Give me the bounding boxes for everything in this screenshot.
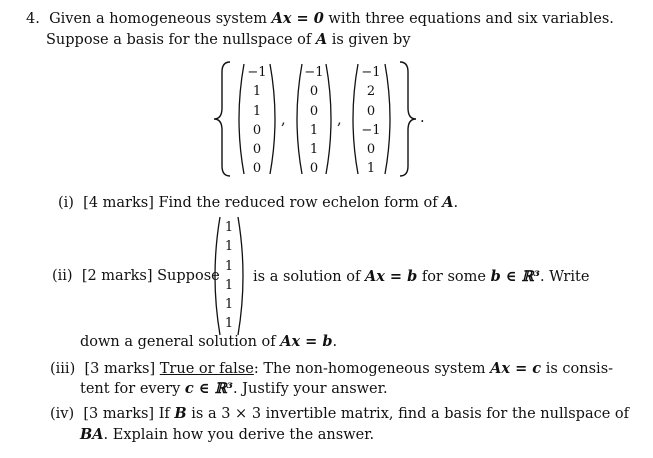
part-ii-text-c: . Write bbox=[539, 269, 590, 285]
intro-line2a: Suppose a basis for the nullspace of bbox=[46, 32, 312, 48]
part-ii-label: (ii) bbox=[52, 268, 73, 284]
part-ii-line2-eq: Ax = b bbox=[280, 333, 333, 350]
vec3-entry: 2 bbox=[366, 84, 376, 100]
vec1-entry: 0 bbox=[252, 122, 262, 138]
question-number: 4. bbox=[26, 11, 40, 27]
vec2-entry: −1 bbox=[304, 65, 324, 80]
vec1-entry: −1 bbox=[247, 65, 267, 80]
part-iv-matrix-b: B bbox=[174, 405, 187, 422]
vec3-entry: 1 bbox=[366, 161, 376, 177]
part-i bbox=[58, 194, 458, 211]
equation-ax-0: Ax = 0 bbox=[271, 10, 324, 27]
part-iv-line2-text: . Explain how you derive the answer. bbox=[103, 427, 375, 443]
basis-vector-2 bbox=[301, 63, 327, 179]
intro-text-2: with three equations and six variables. bbox=[328, 11, 614, 27]
part-iv-text-a: If bbox=[158, 406, 170, 422]
basis-vector-3 bbox=[357, 63, 385, 179]
vec3-right-paren bbox=[385, 64, 390, 174]
part-ii-line2-end: . bbox=[332, 334, 338, 350]
vec2-entry: 0 bbox=[309, 161, 319, 177]
part-i-marks: [4 marks] bbox=[83, 195, 154, 211]
part-ii-text-b: for some bbox=[421, 269, 486, 285]
solution-vector bbox=[220, 218, 238, 334]
vec1-right-paren bbox=[270, 64, 275, 174]
part-iii-label: (iii) bbox=[50, 361, 76, 377]
part-i-matrix: A bbox=[442, 194, 454, 211]
vec1-entry: 1 bbox=[252, 84, 262, 100]
vec2-entry: 0 bbox=[309, 103, 319, 119]
solvec-entry: 1 bbox=[224, 277, 234, 293]
part-ii-line2a: down a general solution of bbox=[80, 334, 276, 350]
intro-line2b: is given by bbox=[331, 32, 411, 48]
basis-vector-1 bbox=[244, 63, 270, 179]
right-brace bbox=[400, 62, 416, 176]
vec3-entry: 0 bbox=[366, 142, 376, 158]
part-iii-eq-axc: Ax = c bbox=[490, 360, 542, 377]
matrix-a-symbol: A bbox=[315, 31, 328, 48]
part-iii-line-1 bbox=[50, 360, 613, 377]
solvec-entry: 1 bbox=[224, 316, 234, 332]
vec3-entry: −1 bbox=[361, 122, 381, 138]
solvec-entry: 1 bbox=[224, 220, 234, 235]
part-iii-line-2 bbox=[80, 380, 388, 397]
vec1-entry: 1 bbox=[252, 103, 262, 119]
part-ii-line-2 bbox=[80, 333, 337, 350]
part-iv-ba: BA bbox=[80, 426, 104, 443]
part-ii-line-1 bbox=[253, 268, 589, 285]
solvec-entry: 1 bbox=[224, 239, 234, 255]
part-iii-c-in-r3: c ∈ ℝ³ bbox=[184, 380, 233, 397]
vec1-entry: 0 bbox=[252, 142, 262, 158]
part-iii-marks: [3 marks] bbox=[84, 361, 156, 377]
part-iv-text-b: is a 3 × 3 invertible matrix, find a basis for the nullspace of bbox=[191, 406, 630, 422]
part-ii-eq-axb: Ax = b bbox=[364, 268, 418, 285]
part-iv-line-1 bbox=[50, 405, 629, 422]
comma-2: , bbox=[337, 112, 342, 128]
solvec-entry: 1 bbox=[224, 297, 234, 313]
part-ii-marks: [2 marks] bbox=[81, 268, 153, 284]
basis-period: . bbox=[420, 110, 425, 126]
part-i-label: (i) bbox=[58, 195, 74, 211]
part-iii-line2a: tent for every bbox=[80, 381, 181, 397]
part-i-end: . bbox=[453, 195, 459, 211]
part-iii-true-false: True or false bbox=[159, 361, 254, 377]
part-ii-text-a: is a solution of bbox=[253, 269, 361, 285]
vec3-entry: −1 bbox=[361, 65, 381, 80]
part-iv-label: (iv) bbox=[50, 406, 75, 422]
left-brace bbox=[214, 62, 230, 176]
vec2-entry: 0 bbox=[309, 84, 319, 100]
part-iv-marks: [3 marks] bbox=[83, 406, 155, 422]
part-iii-line2b: . Justify your answer. bbox=[232, 381, 388, 397]
solvec-right-paren bbox=[238, 217, 243, 335]
vec2-entry: 1 bbox=[309, 122, 319, 138]
intro-text-1: Given a homogeneous system bbox=[49, 11, 267, 27]
part-ii-b-in-r3: b ∈ ℝ³ bbox=[490, 268, 540, 285]
part-ii-suppose: Suppose bbox=[157, 268, 220, 284]
vec2-entry: 1 bbox=[309, 142, 319, 158]
part-i-text: Find the reduced row echelon form of bbox=[158, 195, 438, 211]
part-iii-text-b: is consis- bbox=[545, 361, 614, 377]
part-ii-label-group bbox=[52, 268, 220, 284]
vec1-entry: 0 bbox=[252, 161, 262, 177]
vec3-entry: 0 bbox=[366, 103, 376, 119]
solvec-entry: 1 bbox=[224, 258, 234, 274]
comma-1: , bbox=[281, 112, 286, 128]
part-iv-line-2 bbox=[80, 426, 374, 443]
part-iii-text-a: : The non-homogeneous system bbox=[253, 361, 486, 377]
